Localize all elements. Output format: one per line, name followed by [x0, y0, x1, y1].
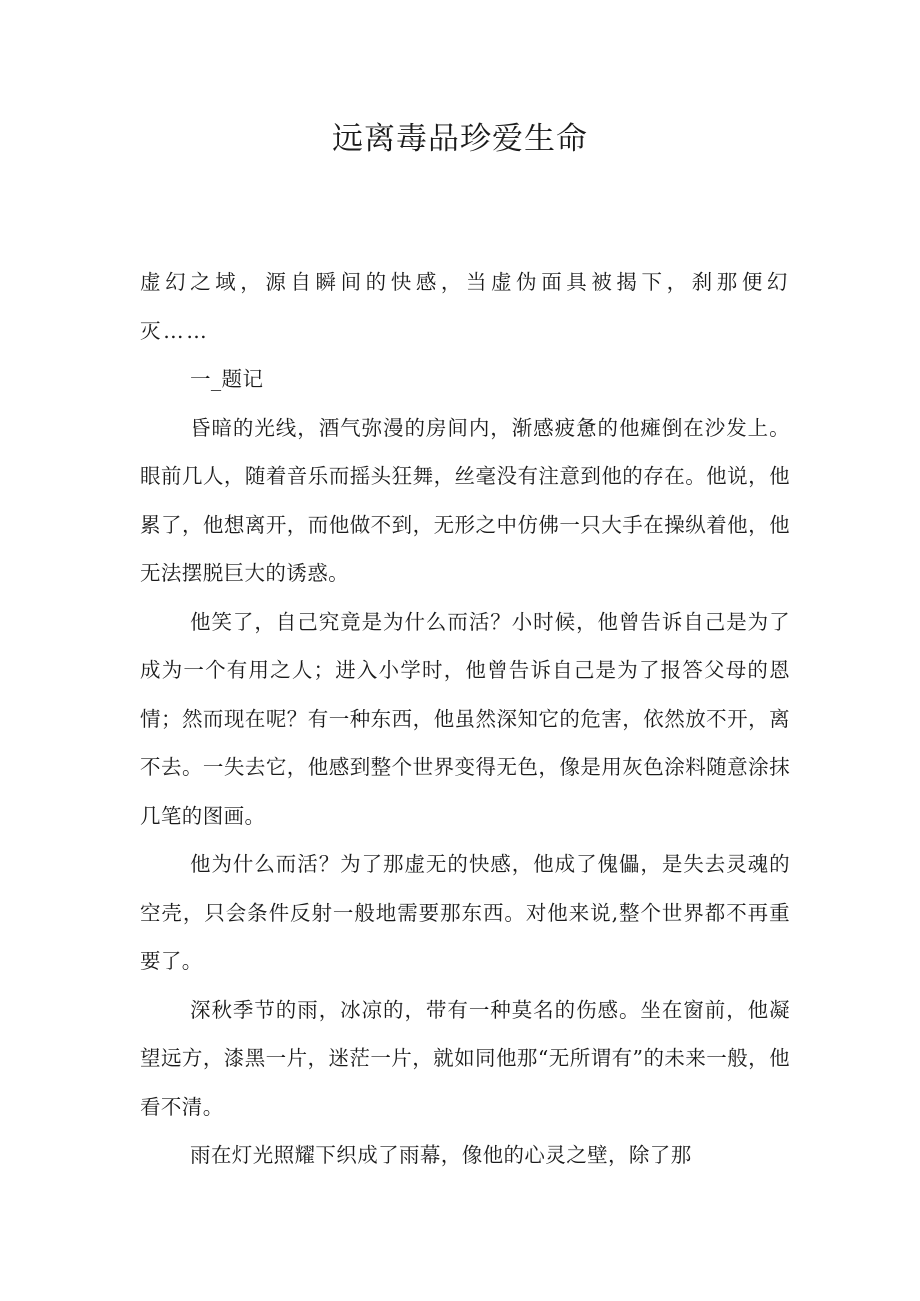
body-paragraph-3: 他为什么而活？为了那虚无的快感，他成了傀儡，是失去灵魂的空壳，只会条件反射一般地需要那东西。对他来说,整个世界都不再重要了。: [140, 852, 790, 973]
body-paragraph-5: 雨在灯光照耀下织成了雨幕，像他的心灵之壁，除了那: [190, 1143, 692, 1167]
document-body: [140, 258, 790, 1180]
epigraph-paragraph: 虚幻之域，源自瞬间的快感，当虚伪面具被揭下，刹那便幻灭……: [140, 270, 790, 343]
body-paragraph-1: 昏暗的光线，酒气弥漫的房间内，渐感疲惫的他瘫倒在沙发上。眼前几人，随着音乐而摇头狂舞，丝毫没有注意到他的存在。他说，他累了，他想离开，而他做不到，无形之中仿佛一只大手在操纵着他，他无法摆脱巨大的诱惑。: [140, 415, 790, 585]
document-title: 远离毒品珍爱生命: [332, 121, 588, 157]
body-paragraph-2: 他笑了，自己究竟是为什么而活？小时候，他曾告诉自己是为了成为一个有用之人；进入小学时，他曾告诉自己是为了报答父母的恩情；然而现在呢？有一种东西，他虽然深知它的危害，依然放不开，离不去。一失去它，他感到整个世界变得无色，像是用灰色涂料随意涂抹几笔的图画。: [140, 609, 790, 828]
body-paragraph-4: 深秋季节的雨，冰凉的，带有一种莫名的伤感。坐在窗前，他凝望远方，漆黑一片，迷茫一片，就如同他那“无所谓有”的未来一般，他看不清。: [140, 997, 790, 1119]
epigraph-attribution: 一_题记: [190, 367, 264, 391]
